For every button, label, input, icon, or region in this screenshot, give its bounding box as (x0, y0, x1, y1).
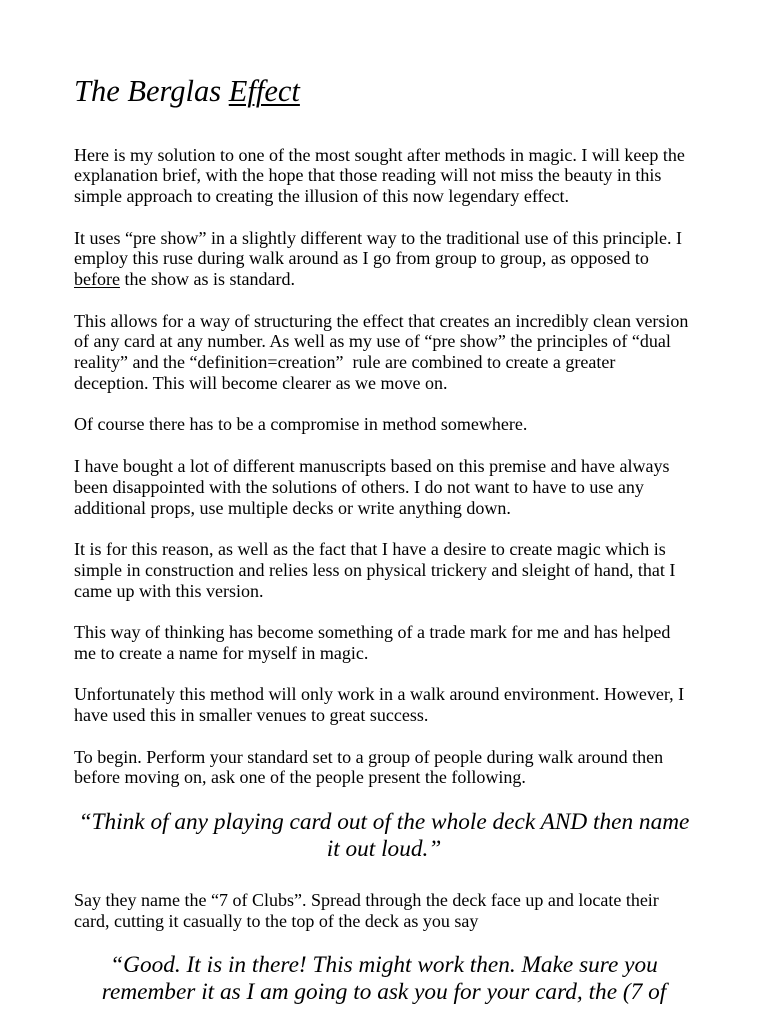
paragraph-line: explanation brief, with the hope that those reading will not miss the beauty in this (74, 165, 662, 186)
paragraph-line: To begin. Perform your standard set to a group of people during walk around then (74, 746, 664, 767)
quote-line: remember it as I am going to ask you for your card, the (7 of (101, 979, 667, 1006)
paragraph-line: simple in construction and relies less on physical trickery and sleight of hand, that I (74, 559, 676, 580)
paragraph-line: before moving on, ask one of the people present the following. (74, 767, 526, 788)
paragraph-10 (74, 890, 694, 932)
quote-line: it out loud.” (326, 836, 442, 862)
paragraph-line: I have bought a lot of different manuscripts based on this premise and have always (74, 455, 670, 476)
underlined-word: before (74, 269, 120, 290)
paragraph-line: simple approach to creating the illusion of this now legendary effect. (74, 186, 570, 207)
line-text: the show as is standard. (119, 269, 295, 290)
paragraph-6 (74, 539, 694, 601)
title-underlined-word: Effect (228, 74, 300, 108)
quote-block (74, 809, 694, 863)
paragraph-4 (74, 414, 694, 435)
paragraph-line: It uses “pre show” in a slightly different way to the traditional use of this principle. I (74, 227, 683, 248)
paragraph-line: reality” and the “definition=creation” rule are combined to create a greater (74, 352, 616, 373)
paragraph-line: of any card at any number. As well as my use of “pre show” the principles of “dual (74, 331, 671, 352)
title-text: The Berglas (74, 74, 229, 108)
paragraph-line: card, cutting it casually to the top of the deck as you say (74, 910, 479, 931)
paragraph-1 (74, 145, 694, 207)
paragraph-line: Unfortunately this method will only work in a walk around environment. However, I (74, 684, 685, 705)
paragraph-line: deception. This will become clearer as we move on. (74, 372, 448, 393)
quote-line: “Good. It is in there! This might work then. Make sure you (110, 952, 658, 979)
paragraph-3 (74, 311, 694, 394)
paragraph-line: This way of thinking has become something of a trade mark for me and has helped (74, 622, 671, 643)
paragraph-line: additional props, use multiple decks or write anything down. (74, 497, 511, 518)
paragraph-2 (74, 228, 694, 290)
paragraph-7 (74, 622, 694, 664)
quote-line: “Think of any playing card out of the whole deck AND then name (78, 809, 690, 835)
paragraph-line: It is for this reason, as well as the fact that I have a desire to create magic which is (74, 539, 666, 560)
paragraph-5 (74, 456, 694, 518)
paragraph-line: employ this ruse during walk around as I go from group to group, as opposed to (74, 248, 649, 269)
quote-block (74, 952, 694, 1006)
paragraph-line (74, 269, 694, 290)
paragraph-line: been disappointed with the solutions of others. I do not want to have to use any (74, 476, 644, 497)
document-title (74, 74, 694, 109)
paragraph-line: Here is my solution to one of the most sought after methods in magic. I will keep the (74, 144, 685, 165)
paragraph-9 (74, 747, 694, 789)
paragraph-line: me to create a name for myself in magic. (74, 642, 369, 663)
paragraph-line: have used this in smaller venues to great success. (74, 705, 429, 726)
paragraph-line: Say they name the “7 of Clubs”. Spread through the deck face up and locate their (74, 890, 659, 910)
paragraph-line: This allows for a way of structuring the effect that creates an incredibly clean version (74, 310, 689, 331)
paragraph-line: Of course there has to be a compromise in method somewhere. (74, 414, 528, 435)
paragraph-8 (74, 684, 694, 726)
paragraph-line: came up with this version. (74, 580, 264, 601)
